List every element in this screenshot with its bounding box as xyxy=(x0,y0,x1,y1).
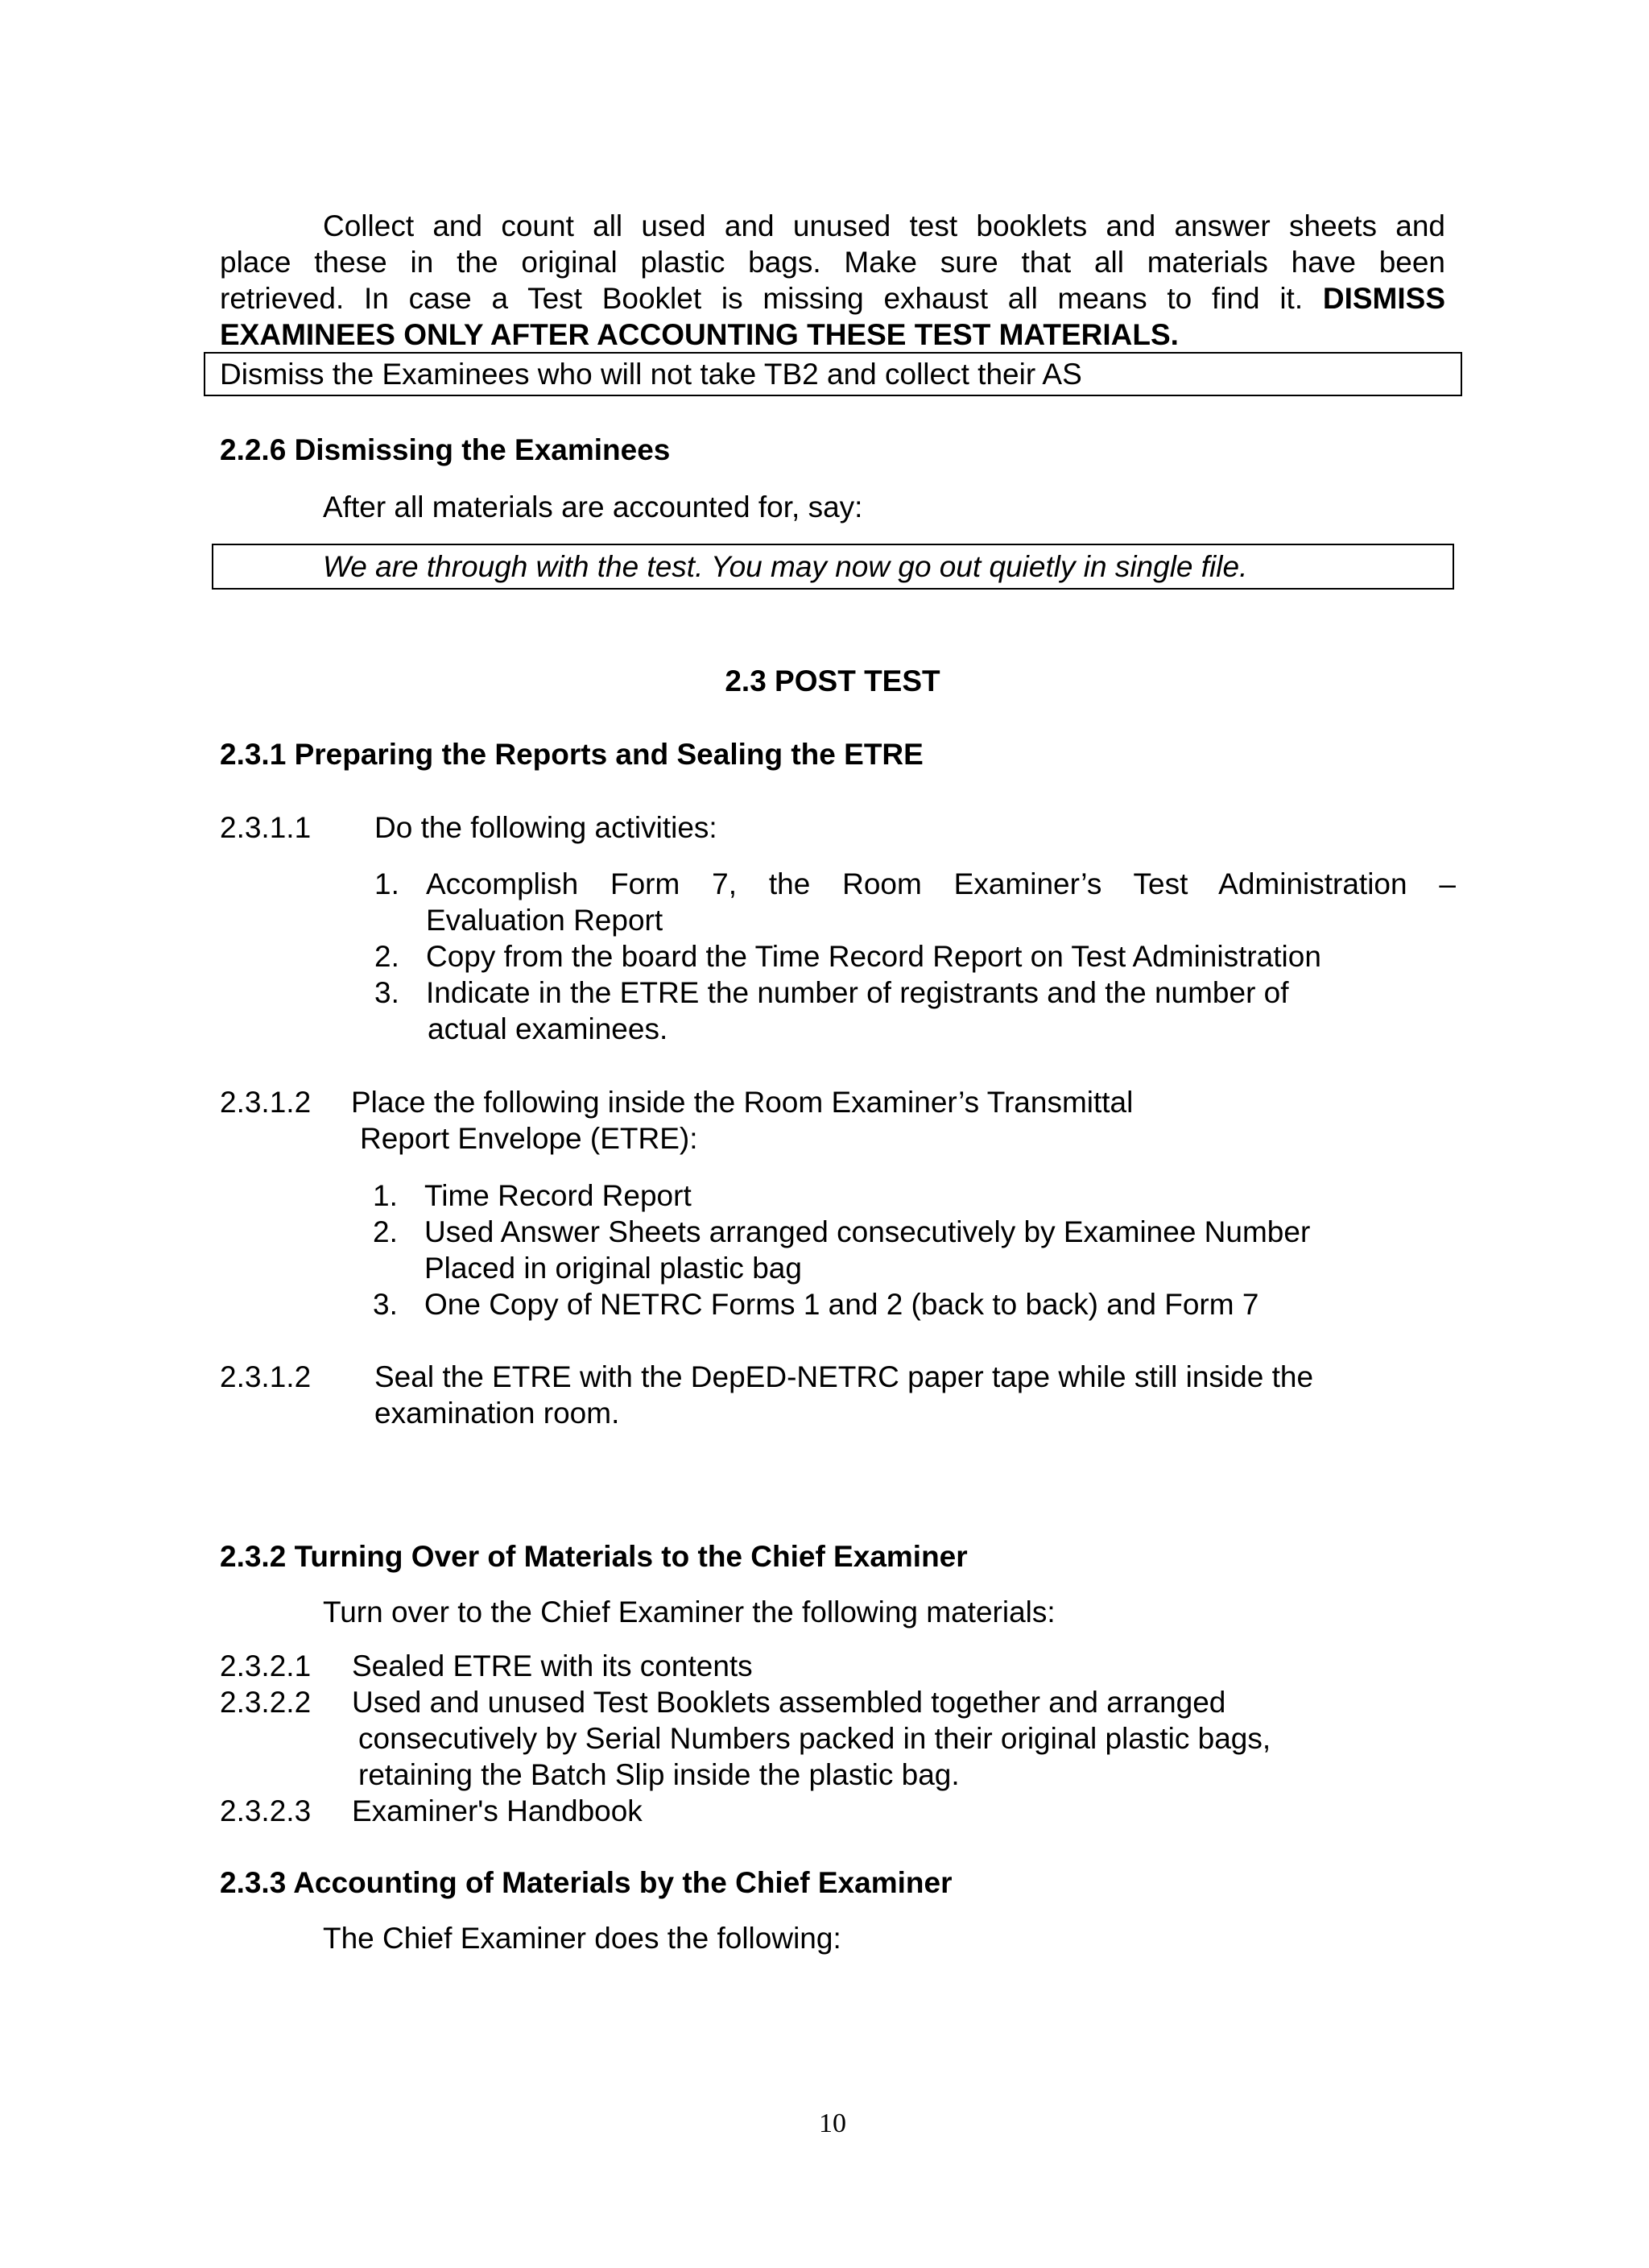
p2-item-2-num: 2. xyxy=(373,1215,398,1248)
p2-item-1-num: 1. xyxy=(373,1179,398,1212)
heading-2-3-2: 2.3.2 Turning Over of Materials to the Chief Examiner xyxy=(220,1540,968,1573)
heading-2-2-6: 2.2.6 Dismissing the Examinees xyxy=(220,433,671,466)
s233-text: The Chief Examiner does the following: xyxy=(323,1922,841,1955)
p2-line-2: Report Envelope (ETRE): xyxy=(360,1122,698,1155)
intro-line-1-just: Collect and count all used and unused test booklets and answer sheets and xyxy=(323,209,1445,242)
p2-item-3-num: 3. xyxy=(373,1288,398,1321)
intro-line-4: EXAMINEES ONLY AFTER ACCOUNTING THESE TEST MATERIALS. xyxy=(220,318,1179,351)
page-number: 10 xyxy=(819,2109,846,2138)
p2-line-1: Place the following inside the Room Examiner’s Transmittal xyxy=(351,1086,1134,1119)
p2-item-3-line-1: One Copy of NETRC Forms 1 and 2 (back to back) and Form 7 xyxy=(424,1288,1259,1321)
p2-item-2-line-1: Used Answer Sheets arranged consecutively by Examinee Number xyxy=(424,1215,1311,1248)
p2-number: 2.3.1.2 xyxy=(220,1086,312,1119)
s232-item-2-line-1: Used and unused Test Booklets assembled together and arranged xyxy=(352,1686,1226,1719)
s232-item-2-line-2: consecutively by Serial Numbers packed in their original plastic bags, xyxy=(358,1722,1271,1755)
dismiss-instruction-box xyxy=(204,352,1462,396)
p1-item-3-line-2: actual examinees. xyxy=(428,1012,668,1045)
s232-item-2-line-3: retaining the Batch Slip inside the plastic bag. xyxy=(358,1758,960,1791)
p2-item-1-line-1: Time Record Report xyxy=(424,1179,692,1212)
p1-text: Do the following activities: xyxy=(374,811,717,844)
s226-text: After all materials are accounted for, say: xyxy=(323,490,863,524)
p1-item-1-line-1: Accomplish Form 7, the Room Examiner’s Test Administration – xyxy=(426,867,1456,900)
s232-item-2-num: 2.3.2.2 xyxy=(220,1686,312,1719)
p1-item-1-num: 1. xyxy=(374,867,399,900)
s232-text: Turn over to the Chief Examiner the following materials: xyxy=(323,1595,1056,1629)
p2-item-2-line-2: Placed in original plastic bag xyxy=(424,1252,802,1285)
intro-line-3-text: retrieved. In case a Test Booklet is missing exhaust all means to find it. xyxy=(220,282,1304,315)
p1-item-2-line-1: Copy from the board the Time Record Report on Test Administration xyxy=(426,940,1321,973)
script-quote-box xyxy=(212,544,1454,590)
script-quote-text: We are through with the test. You may now go out quietly in single file. xyxy=(323,550,1248,583)
s232-item-1-line-1: Sealed ETRE with its contents xyxy=(352,1649,753,1682)
p1-item-3-num: 3. xyxy=(374,976,399,1009)
intro-line-3-bold: DISMISS xyxy=(1322,282,1446,315)
dismiss-instruction-text: Dismiss the Examinees who will not take TB2 and collect their AS xyxy=(220,358,1082,391)
s232-item-3-num: 2.3.2.3 xyxy=(220,1794,312,1827)
p3-number: 2.3.1.2 xyxy=(220,1360,312,1393)
p1-item-1-line-2: Evaluation Report xyxy=(426,904,663,937)
section-2-3-heading: 2.3 POST TEST xyxy=(725,664,940,697)
p3-line-1: Seal the ETRE with the DepED-NETRC paper tape while still inside the xyxy=(374,1360,1314,1393)
s232-item-1-num: 2.3.2.1 xyxy=(220,1649,312,1682)
heading-2-3-1: 2.3.1 Preparing the Reports and Sealing the ETRE xyxy=(220,738,924,771)
heading-2-3-3: 2.3.3 Accounting of Materials by the Chief Examiner xyxy=(220,1866,953,1899)
p1-item-2-num: 2. xyxy=(374,940,399,973)
s232-item-3-line-1: Examiner's Handbook xyxy=(352,1794,643,1827)
p1-item-3-line-1: Indicate in the ETRE the number of registrants and the number of xyxy=(426,976,1289,1009)
intro-line-3 xyxy=(220,280,1445,317)
p3-line-2: examination room. xyxy=(374,1397,620,1430)
intro-line-2: place these in the original plastic bags. Make sure that all materials have been xyxy=(220,246,1445,279)
p1-number: 2.3.1.1 xyxy=(220,811,312,844)
